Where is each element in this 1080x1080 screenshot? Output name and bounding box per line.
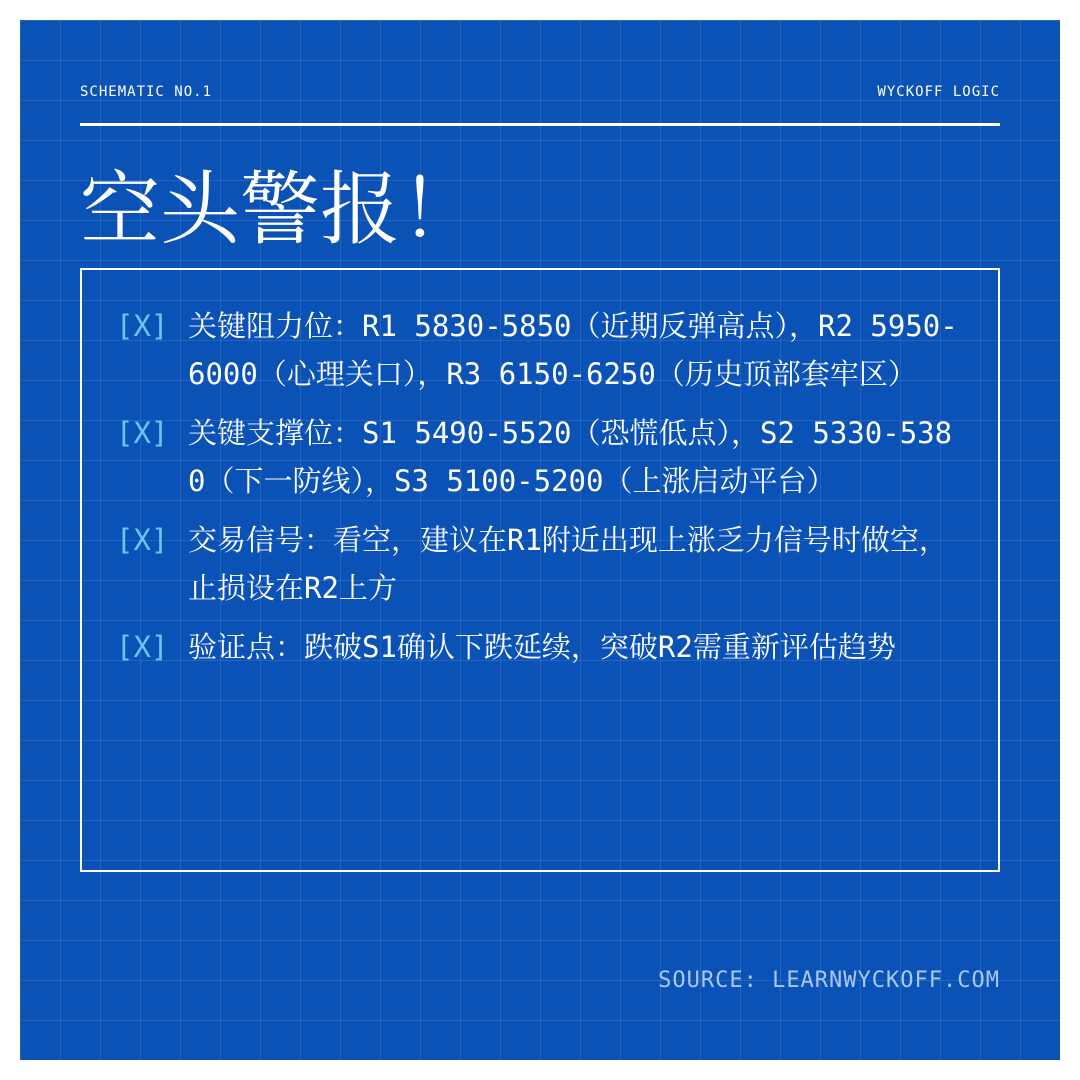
list-item-validation	[116, 623, 966, 671]
x-marker-icon: [X]	[116, 630, 169, 664]
support-levels-text: 关键支撑位：S1 5490-5520（恐慌低点），S2 5330-5380（下一防线），S3 5100-5200（上涨启动平台）	[188, 416, 953, 498]
trade-signal-text: 交易信号：看空，建议在R1附近出现上涨乏力信号时做空，止损设在R2上方	[188, 523, 948, 605]
schematic-card	[20, 20, 1060, 1060]
key-levels-panel	[80, 268, 1000, 872]
x-marker-icon: [X]	[116, 309, 169, 343]
validation-point-text: 验证点：跌破S1确认下跌延续，突破R2需重新评估趋势	[188, 630, 896, 664]
x-marker-icon: [X]	[116, 523, 169, 557]
source-credit: SOURCE: LEARNWYCKOFF.COM	[658, 968, 1000, 993]
resistance-levels-text: 关键阻力位：R1 5830-5850（近期反弹高点），R2 5950-6000（心理关口），R3 6150-6250（历史顶部套牢区）	[188, 309, 958, 391]
list-item-resistance	[116, 302, 966, 398]
wyckoff-logic-label: WYCKOFF LOGIC	[877, 84, 1000, 100]
key-points-list	[116, 302, 966, 682]
list-item-signal	[116, 516, 966, 612]
list-item-support	[116, 409, 966, 505]
page-title: 空头警报！	[80, 163, 480, 256]
schematic-label: SCHEMATIC NO.1	[80, 84, 213, 100]
header-divider	[80, 123, 1000, 126]
x-marker-icon: [X]	[116, 416, 169, 450]
